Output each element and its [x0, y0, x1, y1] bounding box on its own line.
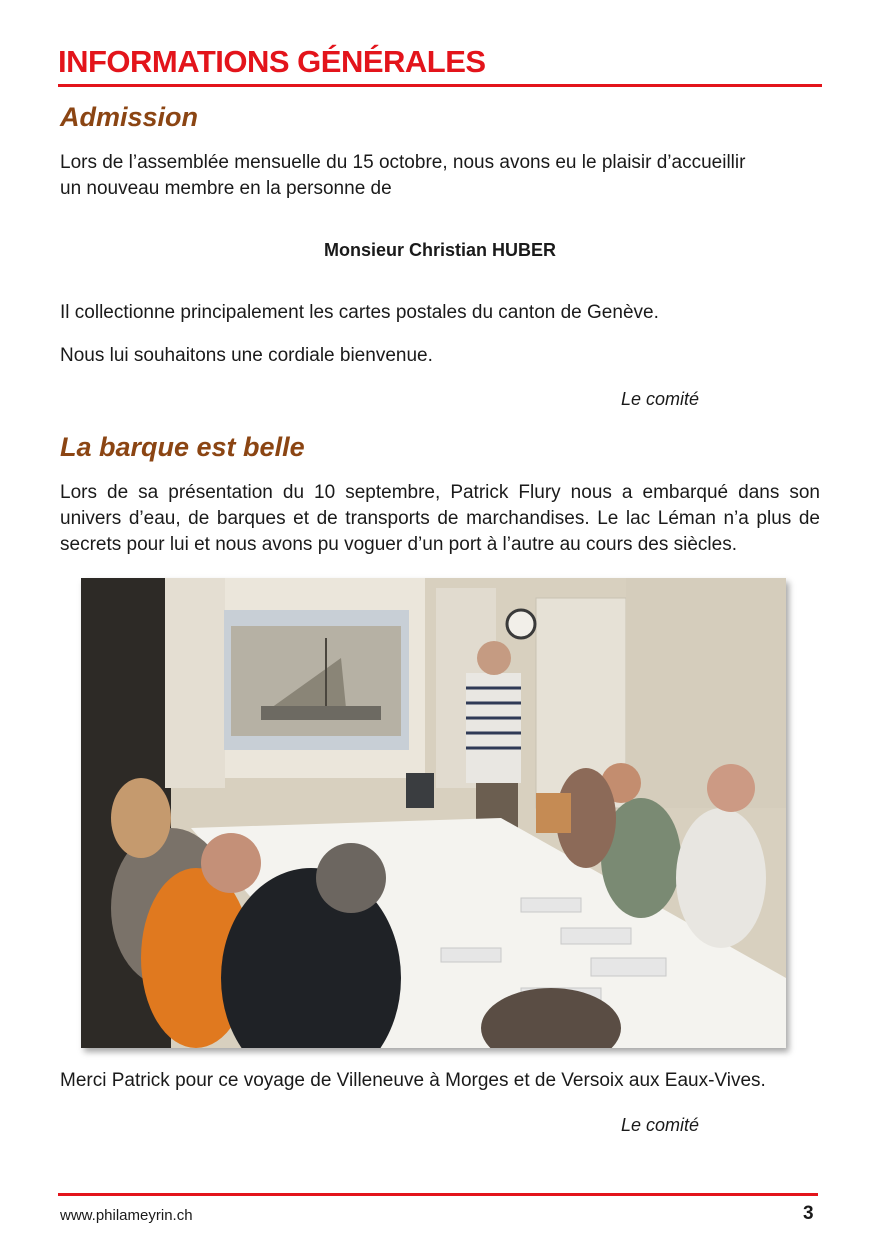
presentation-photo [81, 578, 786, 1048]
welcome-text: Nous lui souhaitons une cordiale bienvenue. [60, 345, 433, 366]
barque-heading: La barque est belle [60, 432, 305, 462]
member-name: Monsieur Christian HUBER [323, 240, 557, 260]
footer-divider [58, 1193, 818, 1196]
admission-heading: Admission [60, 102, 199, 132]
barque-intro: Lors de sa présentation du 10 septembre, Patrick Flury nous a embarqué dans son univers d’eau, de barques et de transports de marchandises. Le lac Léman n’a plus de secrets pour lui et nous avons pu voguer d’un port à l’autre au cours des siècles. [60, 482, 820, 555]
page-number: 3 [803, 1203, 814, 1224]
admission-intro-line2: un nouveau membre en la personne de [60, 178, 392, 199]
admission-intro-line1: Lors de l’assemblée mensuelle du 15 octobre, nous avons eu le plaisir d’accueillir [60, 152, 746, 173]
thanks-text: Merci Patrick pour ce voyage de Villeneuve à Morges et de Versoix aux Eaux-Vives. [60, 1070, 766, 1091]
footer-url: www.philameyrin.ch [60, 1207, 193, 1224]
barque-signature: Le comité [621, 1115, 700, 1135]
collection-text: Il collectionne principalement les cartes postales du canton de Genève. [60, 302, 659, 323]
page-title: INFORMATIONS GÉNÉRALES [58, 44, 486, 79]
title-divider [58, 84, 822, 87]
admission-signature: Le comité [621, 389, 700, 409]
